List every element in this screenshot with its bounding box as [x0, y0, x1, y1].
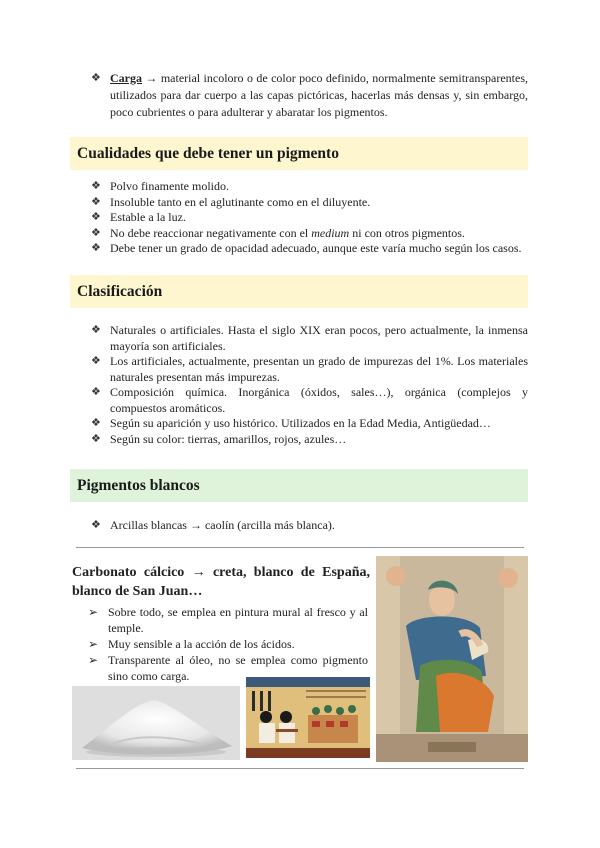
list-item: ❖ Estable a la luz.: [91, 210, 186, 224]
diamond-bullet-icon: ❖: [91, 72, 101, 84]
carga-item: [76, 70, 528, 121]
arrowhead-bullet-icon: ➢: [88, 637, 99, 651]
divider-bottom: [76, 768, 524, 769]
list-item: ➢ Sobre todo, se emplea en pintura mural al fresco y al temple.: [88, 605, 368, 635]
diamond-bullet-icon: ❖: [91, 242, 101, 254]
diamond-bullet-icon: ❖: [91, 180, 101, 192]
carbonato-title: Carbonato cálcico → creta, blanco de España, blanco de San Juan…: [72, 565, 370, 599]
list-item: ❖ Naturales o artificiales. Hasta el siglo XIX eran pocos, pero actualmente, la inmensa mayoría son artificiales.: [91, 323, 528, 353]
arrowhead-bullet-icon: ➢: [88, 653, 99, 667]
diamond-bullet-icon: ❖: [91, 226, 101, 239]
cualidades-list: [76, 179, 528, 257]
list-item: ❖ Arcillas blancas → caolín (arcilla más blanca).: [91, 518, 335, 532]
diamond-bullet-icon: ❖: [91, 519, 101, 531]
clasificacion-list: [76, 323, 528, 447]
carbonato-list: [72, 604, 368, 684]
divider-top: [76, 547, 524, 548]
diamond-bullet-icon: ❖: [91, 417, 101, 429]
list-item: ❖ Debe tener un grado de opacidad adecuado, aunque este varía mucho según los casos.: [91, 241, 522, 255]
heading-pigmentos-blancos: Pigmentos blancos: [70, 469, 528, 502]
heading-cualidades: Cualidades que debe tener un pigmento: [70, 137, 528, 170]
diamond-bullet-icon: ❖: [91, 386, 101, 398]
carga-arrow: →: [142, 71, 161, 85]
diamond-bullet-icon: ❖: [91, 324, 101, 336]
egyptian-painting-image: [246, 677, 370, 758]
list-item: ❖ Según su aparición y uso histórico. Utilizados en la Edad Media, Antigüedad…: [91, 416, 491, 430]
list-item: ❖ Polvo finamente molido.: [91, 179, 229, 193]
diamond-bullet-icon: ❖: [91, 195, 101, 208]
list-item: ❖ Según su color: tierras, amarillos, rojos, azules…: [91, 431, 347, 446]
carga-list: [76, 70, 528, 121]
list-item: ❖ Composición química. Inorgánica (óxidos, sales…), orgánica (complejos y compuestos aromáticos.: [91, 385, 528, 415]
carga-term: Carga: [110, 71, 142, 85]
blancos-list: [76, 518, 528, 534]
chalk-powder-image: [72, 686, 240, 760]
diamond-bullet-icon: ❖: [91, 432, 101, 445]
list-item: ❖ No debe reaccionar negativamente con el medium ni con otros pigmentos.: [91, 225, 465, 240]
list-item: ❖ Insoluble tanto en el aglutinante como en el diluyente.: [91, 194, 371, 209]
carga-definition: material incoloro o de color poco definido, normalmente semitransparentes, utilizados para dar cuerpo a las capas pictóricas, hacerlas más densas y, sin embargo, poco cubrientes o para adulterar y abaratar los pigmentos.: [110, 71, 528, 119]
list-item: ➢ Muy sensible a la acción de los ácidos.: [88, 637, 295, 651]
medium-word: medium: [311, 225, 350, 240]
diamond-bullet-icon: ❖: [91, 211, 101, 223]
heading-clasificacion: Clasificación: [70, 275, 528, 308]
delphic-sibyl-image: [376, 556, 528, 762]
list-item: ❖ Los artificiales, actualmente, presentan un grado de impurezas del 1%. Los materiales naturales presentan más impurezas.: [91, 354, 528, 384]
diamond-bullet-icon: ❖: [91, 355, 101, 367]
arrowhead-bullet-icon: ➢: [88, 605, 99, 619]
list-item: ➢ Transparente al óleo, no se emplea como pigmento sino como carga.: [88, 653, 368, 683]
